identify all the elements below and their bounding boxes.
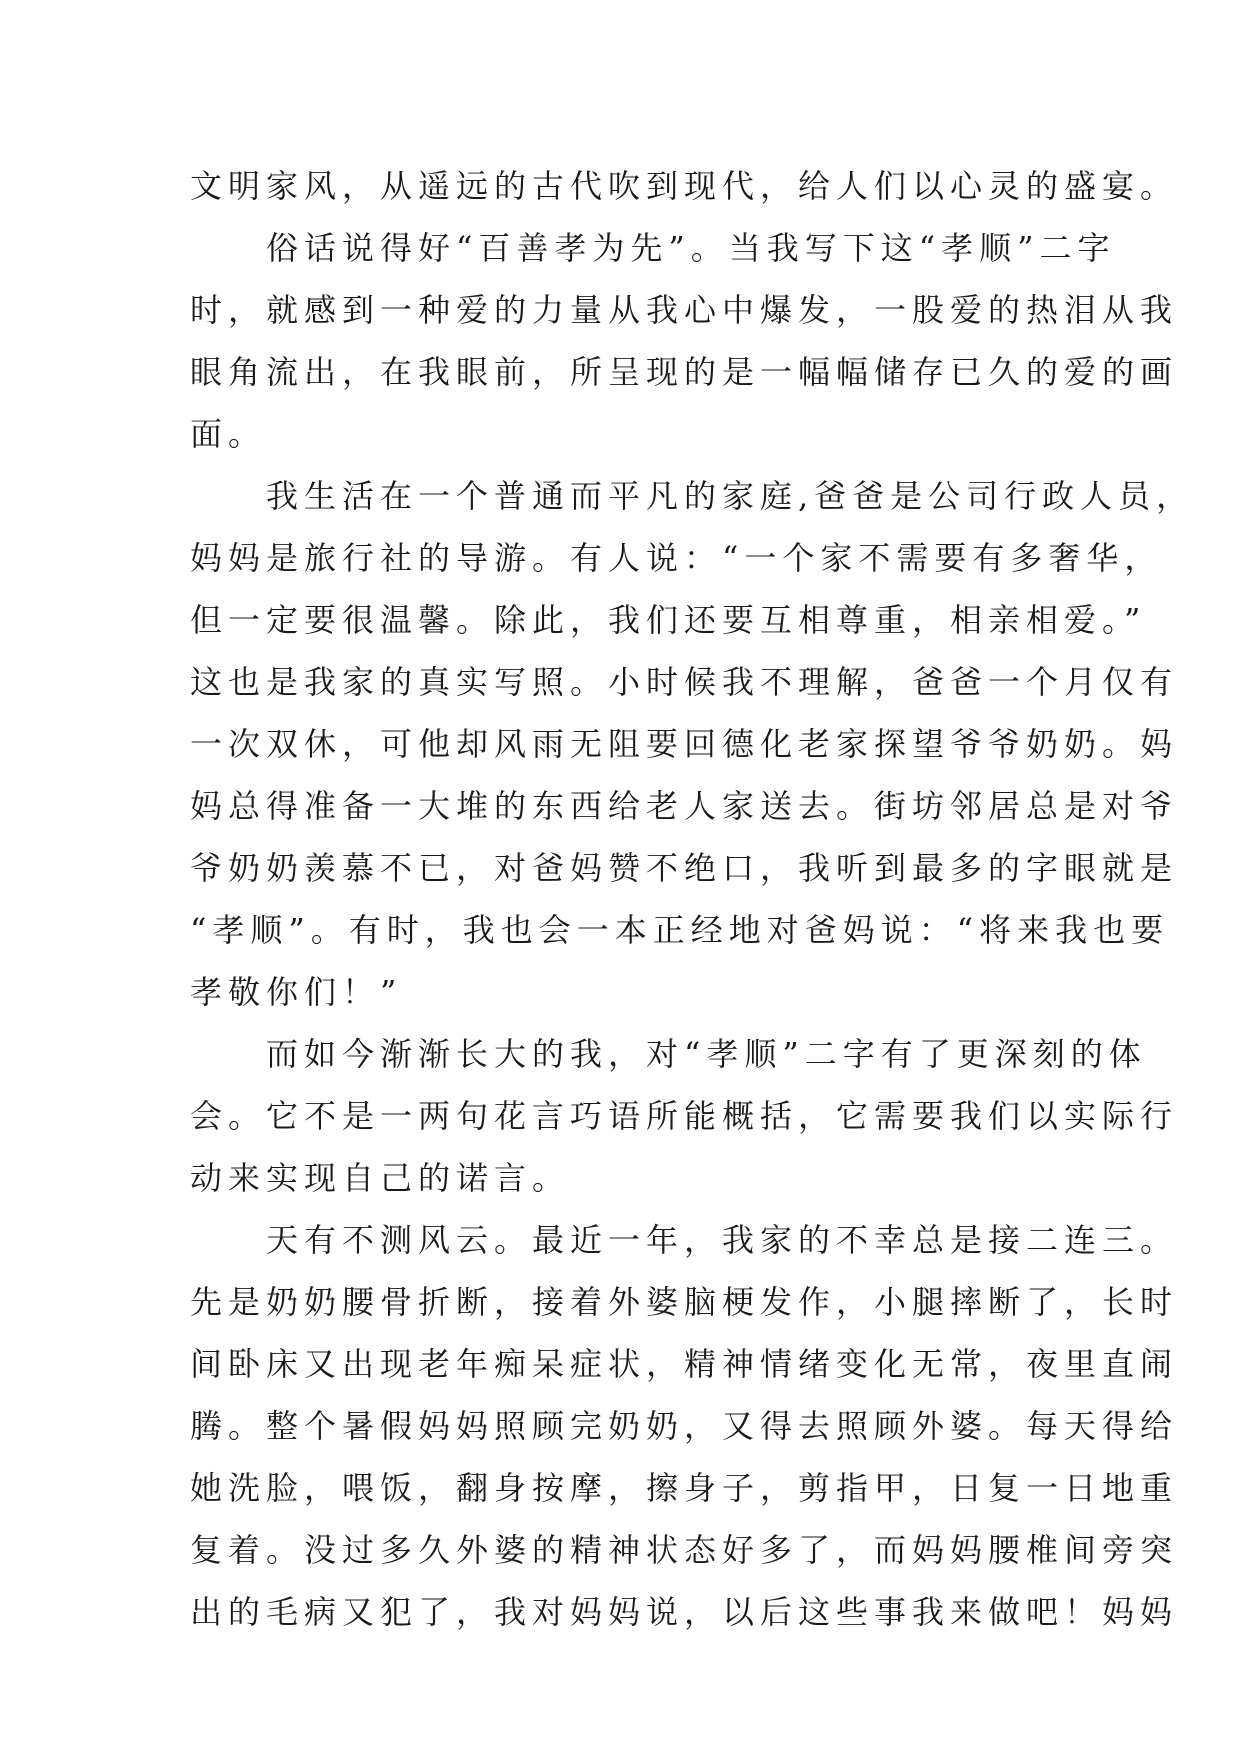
text-line: 复着。没过多久外婆的精神状态好多了，而妈妈腰椎间旁突 <box>190 1531 1179 1569</box>
text-line: “孝顺”。有时，我也会一本正经地对爸妈说：“将来我也要 <box>190 911 1170 949</box>
text-line: 文明家风，从遥远的古代吹到现代，给人们以心灵的盛宴。 <box>190 167 1179 205</box>
text-line: 动来实现自己的诺言。 <box>190 1159 571 1197</box>
text-line: 腾。整个暑假妈妈照顾完奶奶，又得去照顾外婆。每天得给 <box>190 1407 1179 1445</box>
text-line: 眼角流出，在我眼前，所呈现的是一幅幅储存已久的爱的画 <box>190 353 1179 391</box>
text-line: 而如今渐渐长大的我，对“孝顺”二字有了更深刻的体 <box>190 1035 1147 1073</box>
text-line: 但一定要很温馨。除此，我们还要互相尊重，相亲相爱。” <box>190 601 1147 639</box>
text-line: 她洗脸，喂饭，翻身按摩，擦身子，剪指甲，日复一日地重 <box>190 1469 1179 1507</box>
text-line: 先是奶奶腰骨折断，接着外婆脑梗发作，小腿摔断了，长时 <box>190 1283 1179 1321</box>
text-line: 俗话说得好“百善孝为先”。当我写下这“孝顺”二字 <box>190 229 1116 267</box>
text-line: 这也是我家的真实写照。小时候我不理解，爸爸一个月仅有 <box>190 663 1179 701</box>
text-line: 时，就感到一种爱的力量从我心中爆发，一股爱的热泪从我 <box>190 291 1179 329</box>
text-line: 出的毛病又犯了，我对妈妈说，以后这些事我来做吧！妈妈 <box>190 1593 1179 1631</box>
text-line: 妈妈是旅行社的导游。有人说：“一个家不需要有多奢华， <box>190 539 1163 577</box>
text-line: 天有不测风云。最近一年，我家的不幸总是接二连三。 <box>190 1221 1179 1259</box>
text-line: 爷奶奶羡慕不已，对爸妈赞不绝口，我听到最多的字眼就是 <box>190 849 1179 887</box>
text-line: 会。它不是一两句花言巧语所能概括，它需要我们以实际行 <box>190 1097 1179 1135</box>
document-body <box>190 155 1195 1643</box>
text-line: 面。 <box>190 415 267 453</box>
text-line: 孝敬你们！” <box>190 973 403 1011</box>
text-line: 一次双休，可他却风雨无阻要回德化老家探望爷爷奶奶。妈 <box>190 725 1179 763</box>
text-line: 妈总得准备一大堆的东西给老人家送去。街坊邻居总是对爷 <box>190 787 1179 825</box>
text-line: 间卧床又出现老年痴呆症状，精神情绪变化无常，夜里直闹 <box>190 1345 1179 1383</box>
text-line: 我生活在一个普通而平凡的家庭,爸爸是公司行政人员， <box>190 477 1195 515</box>
